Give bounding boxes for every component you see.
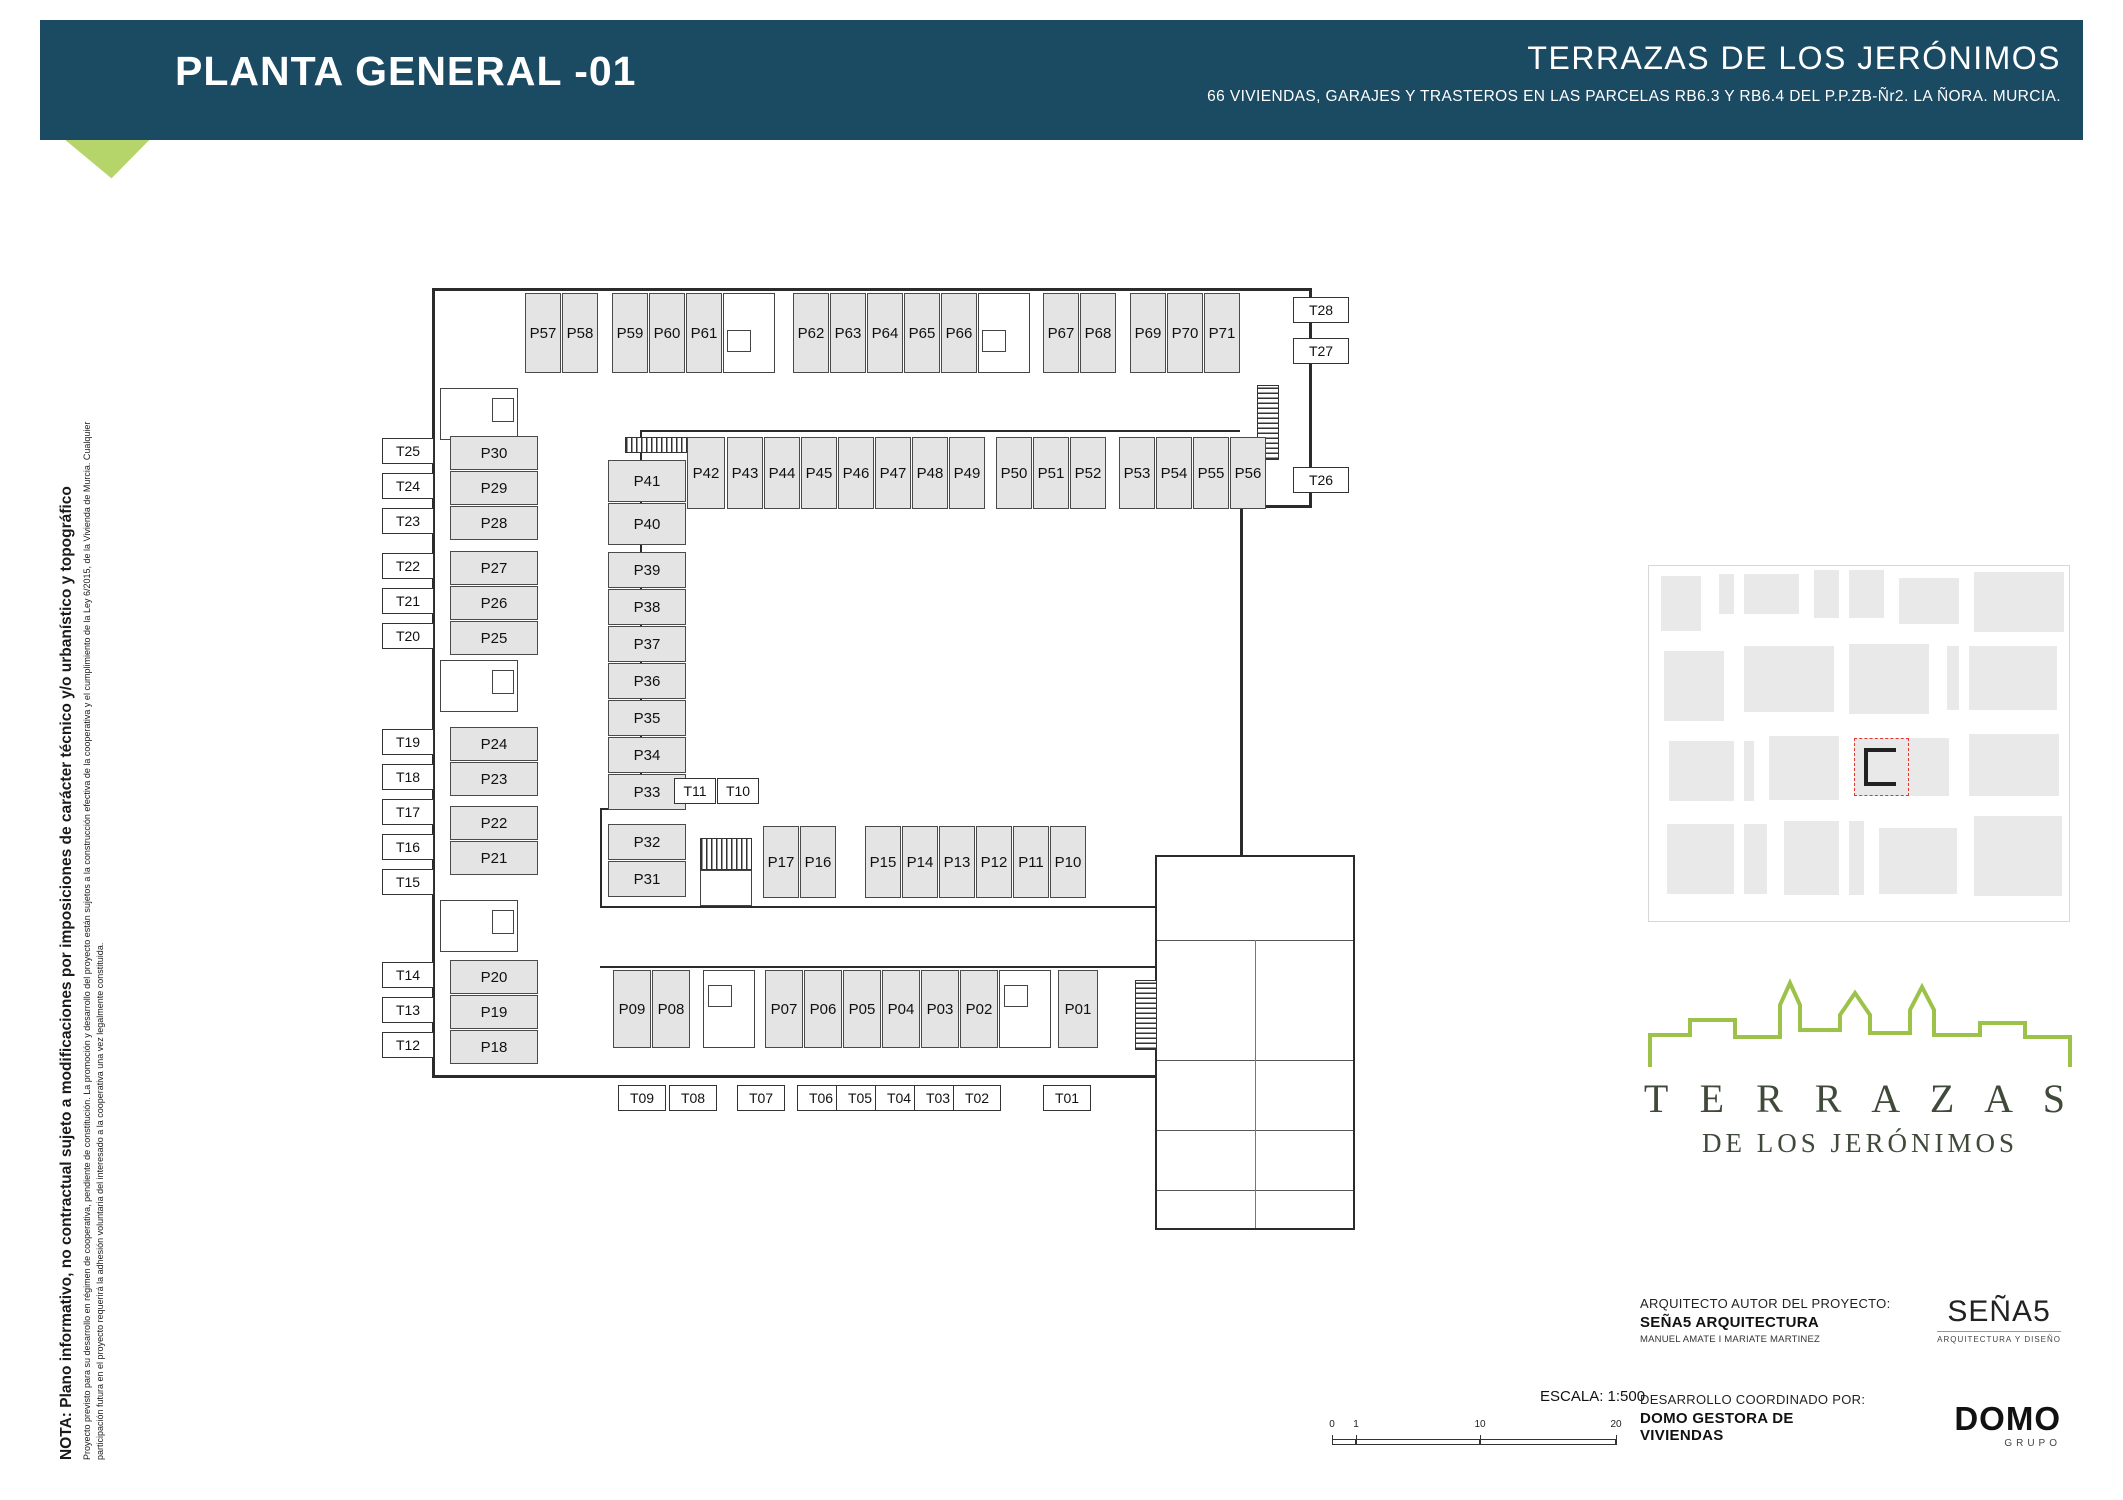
parking-stall[interactable]: P66: [941, 293, 977, 373]
parking-stall[interactable]: P71: [1204, 293, 1240, 373]
map-block: [1784, 821, 1864, 895]
parking-stall[interactable]: P61: [686, 293, 722, 373]
lift-left-3: [492, 910, 514, 934]
map-block: [1769, 736, 1839, 800]
parking-stall[interactable]: P25: [450, 621, 538, 655]
project-subtitle: 66 VIVIENDAS, GARAJES Y TRASTEROS EN LAS PARCELAS RB6.3 Y RB6.4 DEL P.P.ZB-Ñr2. LA ÑORA. MURCIA.: [1207, 88, 2061, 105]
parking-stall[interactable]: P59: [612, 293, 648, 373]
parking-stall[interactable]: P53: [1119, 437, 1155, 509]
scale-tick-label: 10: [1474, 1419, 1486, 1430]
map-block: [1899, 578, 1959, 624]
scale-segment: [1332, 1439, 1356, 1445]
parking-stall[interactable]: P10: [1050, 826, 1086, 898]
parking-stall[interactable]: P05: [843, 970, 881, 1048]
parking-stall[interactable]: P02: [960, 970, 998, 1048]
scale-segment: [1480, 1439, 1616, 1445]
storage-tag[interactable]: T26: [1293, 467, 1349, 493]
map-block: [1667, 824, 1767, 894]
parking-stall[interactable]: P52: [1070, 437, 1106, 509]
storage-tag[interactable]: T12: [382, 1032, 434, 1058]
parking-stall[interactable]: P08: [652, 970, 690, 1048]
developer-label: DESARROLLO COORDINADO POR:: [1640, 1392, 1866, 1407]
parking-stall[interactable]: P27: [450, 551, 538, 585]
architect-people: MANUEL AMATE I MARIATE MARTINEZ: [1640, 1334, 1821, 1345]
parking-stall[interactable]: P45: [801, 437, 837, 509]
brand-name-line-2: DE LOS JERÓNIMOS: [1701, 1128, 2019, 1158]
parking-stall[interactable]: P19: [450, 995, 538, 1029]
parking-stall[interactable]: P15: [865, 826, 901, 898]
wall-inner-court: [600, 906, 1240, 908]
parking-stall[interactable]: P54: [1156, 437, 1192, 509]
parking-stall[interactable]: P31: [608, 861, 686, 897]
wall-inner-horizontal: [640, 430, 1240, 432]
scale-segment: [1356, 1439, 1480, 1445]
map-road: [1649, 634, 2069, 644]
parking-stall[interactable]: P04: [882, 970, 920, 1048]
map-block: [1974, 816, 2062, 896]
map-road: [1959, 566, 1969, 921]
parking-stall[interactable]: P03: [921, 970, 959, 1048]
parking-stall[interactable]: P43: [727, 437, 763, 509]
map-road: [1734, 566, 1744, 921]
stair-core-bottom-1: [703, 970, 755, 1048]
storage-tag[interactable]: T13: [382, 997, 434, 1023]
parking-stall[interactable]: P49: [949, 437, 985, 509]
storage-tag[interactable]: T05: [836, 1085, 884, 1111]
parking-stall[interactable]: P01: [1058, 970, 1098, 1048]
lift-left-2: [492, 670, 514, 694]
storage-tag[interactable]: T22: [382, 553, 434, 579]
wall-top: [432, 288, 1312, 291]
parking-stall[interactable]: P67: [1043, 293, 1079, 373]
parking-stall[interactable]: P18: [450, 1030, 538, 1064]
parking-stall[interactable]: P68: [1080, 293, 1116, 373]
storage-tag[interactable]: T17: [382, 799, 434, 825]
parking-stall[interactable]: P20: [450, 960, 538, 994]
parking-stall[interactable]: P26: [450, 586, 538, 620]
sena5-logo: [1937, 1295, 2061, 1344]
legal-note-line-1: Proyecto previsto para su desarrollo en régimen de cooperativa, pendiente de constitución. La promoción y desarrollo del proyecto están sujetos a la construcción efectiva de la cooperativa y el cumplimiento de la Ley 6/2015, de la Vivienda de Murcia. Cualquier: [82, 421, 92, 1460]
storage-tag[interactable]: T21: [382, 588, 434, 614]
map-block: [1879, 828, 1957, 894]
map-block: [1744, 646, 1834, 712]
parking-stall[interactable]: P09: [613, 970, 651, 1048]
parking-stall[interactable]: P24: [450, 727, 538, 761]
stair-hatch-bottom: [1135, 980, 1157, 1050]
scale-tick-label: 1: [1353, 1419, 1359, 1430]
parking-stall[interactable]: P38: [608, 589, 686, 625]
parking-stall[interactable]: P07: [765, 970, 803, 1048]
domo-logo: [1954, 1400, 2061, 1449]
storage-tag[interactable]: T09: [618, 1085, 666, 1111]
site-footprint-shape: [1864, 748, 1896, 786]
storage-tag[interactable]: T11: [674, 778, 716, 804]
skyline-icon: [1640, 975, 2080, 1070]
wall-court-bottom: [600, 966, 1240, 968]
parking-stall[interactable]: P22: [450, 806, 538, 840]
storage-tag[interactable]: T19: [382, 729, 434, 755]
parking-stall[interactable]: P64: [867, 293, 903, 373]
sena5-logo-subtext: ARQUITECTURA Y DISEÑO: [1937, 1331, 2061, 1344]
lift-bottom-1: [708, 985, 732, 1007]
parking-stall[interactable]: P21: [450, 841, 538, 875]
storage-tag[interactable]: T20: [382, 623, 434, 649]
parking-stall[interactable]: P30: [450, 436, 538, 470]
parking-stall[interactable]: P39: [608, 552, 686, 588]
scale-tick: [1616, 1435, 1617, 1445]
map-block: [1719, 574, 1799, 614]
storage-tag[interactable]: T24: [382, 473, 434, 499]
storage-tag[interactable]: T16: [382, 834, 434, 860]
disclaimer-note: NOTA: Plano informativo, no contractual sujeto a modificaciones por imposiciones de carácter técnico y/o urbanístico y topográfico: [58, 486, 75, 1460]
legal-note-line-2: participación futura en el proyecto requerirá la adhesión voluntaria del interesado a la cooperativa una vez legalmente constituida.: [95, 942, 105, 1460]
parking-stall[interactable]: P32: [608, 824, 686, 860]
domo-logo-text: DOMO: [1954, 1400, 2061, 1437]
storage-tag[interactable]: T03: [914, 1085, 962, 1111]
parking-stall[interactable]: P63: [830, 293, 866, 373]
map-block: [1661, 576, 1701, 631]
storage-tag[interactable]: T02: [953, 1085, 1001, 1111]
parking-stall[interactable]: P48: [912, 437, 948, 509]
parking-stall[interactable]: P41: [608, 460, 686, 502]
parking-stall[interactable]: P58: [562, 293, 598, 373]
map-road: [1839, 566, 1849, 921]
lift-top-2: [982, 330, 1006, 352]
page-title: PLANTA GENERAL -01: [175, 48, 637, 94]
parking-stall[interactable]: P42: [687, 437, 725, 509]
storage-tag[interactable]: T23: [382, 508, 434, 534]
parking-stall[interactable]: P57: [525, 293, 561, 373]
parking-stall[interactable]: P46: [838, 437, 874, 509]
stair-core-middle: [700, 870, 752, 906]
parking-stall[interactable]: P47: [875, 437, 911, 509]
parking-stall[interactable]: P35: [608, 700, 686, 736]
parking-stall[interactable]: P14: [902, 826, 938, 898]
parking-stall[interactable]: P16: [800, 826, 836, 898]
sena5-logo-text: SEÑA5: [1947, 1295, 2051, 1328]
developer-name-line-1: DOMO GESTORA DE: [1640, 1410, 1794, 1427]
wall-bottom-left: [432, 1075, 1244, 1078]
parking-stall[interactable]: P06: [804, 970, 842, 1048]
parking-stall[interactable]: P12: [976, 826, 1012, 898]
scale-bar: [1329, 1419, 1622, 1455]
parking-stall[interactable]: P23: [450, 762, 538, 796]
map-block: [1967, 734, 2059, 796]
parking-stall[interactable]: P40: [608, 503, 686, 545]
parking-stall[interactable]: P50: [996, 437, 1032, 509]
scale-tick-label: 0: [1329, 1419, 1335, 1430]
parking-stall[interactable]: P62: [793, 293, 829, 373]
architect-credit: [1640, 1296, 1891, 1345]
parking-stall[interactable]: P60: [649, 293, 685, 373]
storage-tag[interactable]: T14: [382, 962, 434, 988]
map-block: [1849, 644, 1929, 714]
parking-stall[interactable]: P70: [1167, 293, 1203, 373]
parking-stall[interactable]: P34: [608, 737, 686, 773]
map-block: [1814, 570, 1884, 618]
storage-tag[interactable]: T06: [797, 1085, 845, 1111]
storage-tag[interactable]: T15: [382, 869, 434, 895]
architect-name: SEÑA5 ARQUITECTURA: [1640, 1314, 1820, 1331]
developer-name-line-2: VIVIENDAS: [1640, 1427, 1724, 1444]
map-road: [1649, 806, 2069, 816]
storage-tag[interactable]: T18: [382, 764, 434, 790]
storage-tag[interactable]: T28: [1293, 297, 1349, 323]
storage-tag[interactable]: T10: [717, 778, 759, 804]
scale-tick-label: 20: [1610, 1419, 1622, 1430]
storage-tag[interactable]: T01: [1043, 1085, 1091, 1111]
map-block: [1664, 651, 1724, 721]
scale-label: ESCALA: 1:500: [1540, 1388, 1646, 1405]
lift-top-1: [727, 330, 751, 352]
domo-logo-subtext: GRUPO: [2004, 1438, 2061, 1449]
parking-stall[interactable]: P33: [608, 774, 686, 810]
parking-stall[interactable]: P17: [763, 826, 799, 898]
brand-logo: [1640, 975, 2080, 1235]
stair-hatch-second-row: [625, 437, 687, 453]
storage-tag[interactable]: T04: [875, 1085, 923, 1111]
parking-stall[interactable]: P44: [764, 437, 800, 509]
parking-stall[interactable]: P69: [1130, 293, 1166, 373]
parking-stall[interactable]: P51: [1033, 437, 1069, 509]
architect-label: ARQUITECTO AUTOR DEL PROYECTO:: [1640, 1296, 1891, 1311]
map-block: [1974, 572, 2064, 632]
wall-left: [432, 288, 435, 1078]
parking-stall[interactable]: P11: [1013, 826, 1049, 898]
lift-left-1: [492, 398, 514, 422]
stair-hatch-middle: [700, 838, 752, 870]
developer-credit: [1640, 1392, 1865, 1444]
parking-stall[interactable]: P56: [1230, 437, 1266, 509]
storage-tag[interactable]: T07: [737, 1085, 785, 1111]
storage-tag[interactable]: T08: [669, 1085, 717, 1111]
brand-name-line-1: T E R R A Z A S: [1643, 1076, 2077, 1121]
parking-stall[interactable]: P37: [608, 626, 686, 662]
storage-tag[interactable]: T25: [382, 438, 434, 464]
project-title: TERRAZAS DE LOS JERÓNIMOS: [1527, 40, 2061, 76]
parking-stall[interactable]: P29: [450, 471, 538, 505]
locator-map[interactable]: [1648, 565, 2070, 922]
wall-inner-lower-left: [600, 808, 602, 908]
map-road: [1649, 721, 2069, 731]
parking-stall[interactable]: P28: [450, 506, 538, 540]
ramp-center-line: [1255, 940, 1256, 1228]
parking-stall[interactable]: P65: [904, 293, 940, 373]
storage-tag[interactable]: T27: [1293, 338, 1349, 364]
lift-bottom-2: [1004, 985, 1028, 1007]
parking-stall[interactable]: P55: [1193, 437, 1229, 509]
stair-core-bottom-2: [999, 970, 1051, 1048]
parking-stall[interactable]: P36: [608, 663, 686, 699]
parking-stall[interactable]: P13: [939, 826, 975, 898]
